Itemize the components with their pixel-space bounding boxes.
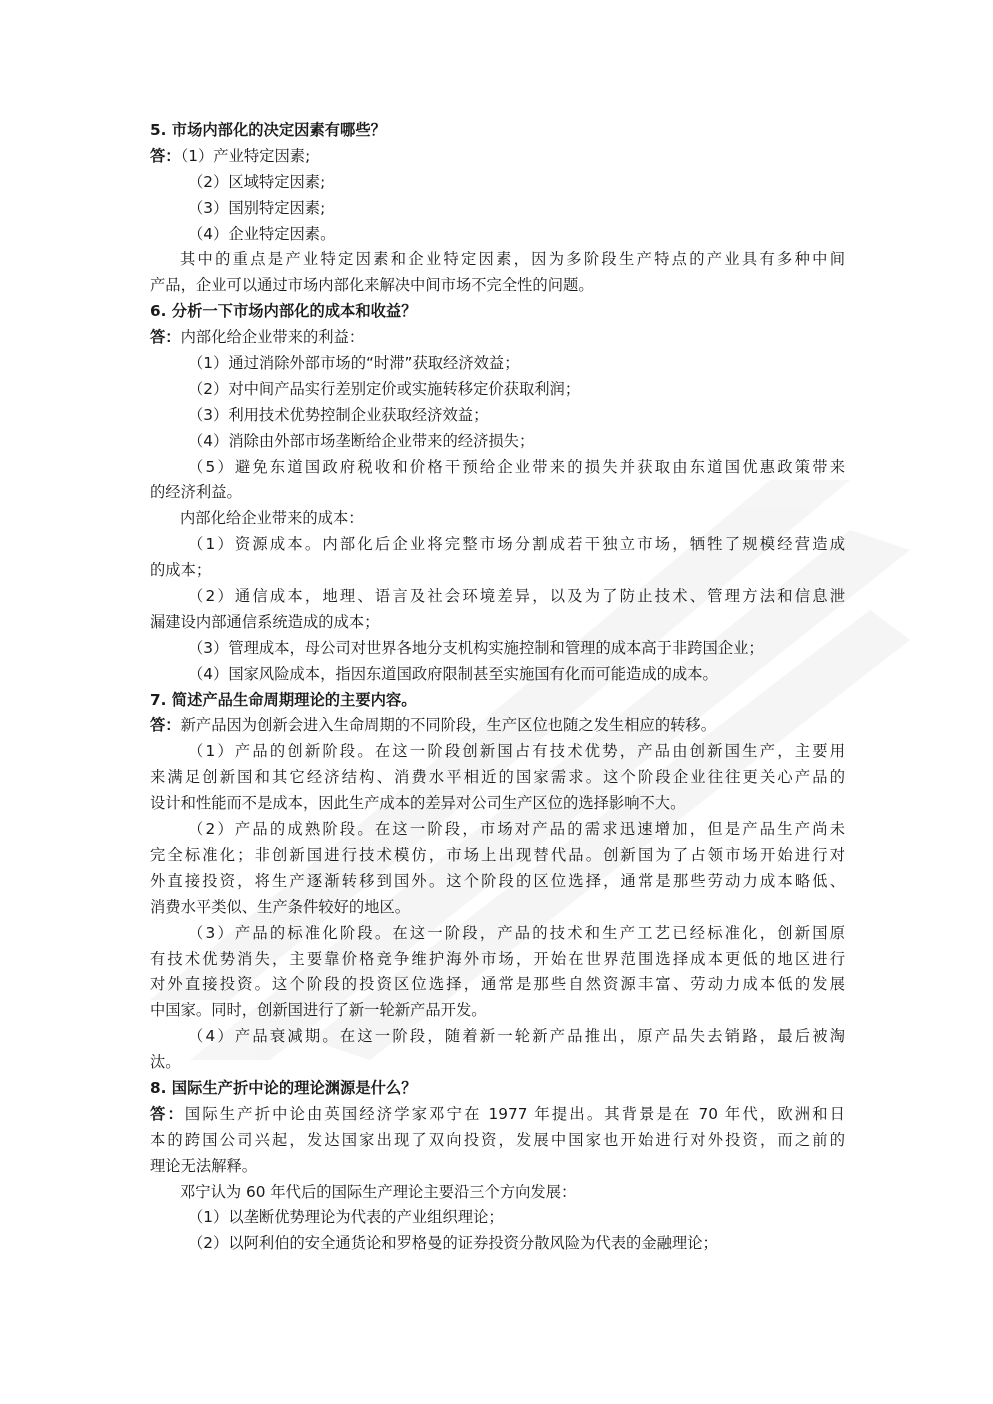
- benefit-item: （4）消除由外部市场垄断给企业带来的经济损失；: [188, 431, 535, 450]
- stage-4-line: 汰。: [150, 1053, 181, 1072]
- benefit-item-cont: 的经济利益。: [150, 483, 242, 502]
- answer-5-paragraph-line: 产品，企业可以通过市场内部化来解决中间市场不完全性的问题。: [150, 276, 594, 295]
- answer-8-intro-text: 国际生产折中论由英国经济学家邓宁在 1977 年提出。其背景是在 70 年代，欧洲和日: [184, 1104, 845, 1123]
- answer-8-line: 理论无法解释。: [150, 1156, 258, 1175]
- cost-item: （2）通信成本，地理、语言及社会环境差异，以及为了防止技术、管理方法和信息泄: [188, 587, 845, 606]
- question-7-heading: 7. 简述产品生命周期理论的主要内容。: [150, 690, 417, 709]
- cost-item: （4）国家风险成本，指因东道国政府限制甚至实施国有化而可能造成的成本。: [188, 664, 718, 683]
- answer-label: 答：: [150, 328, 181, 347]
- direction-item: （2）以阿利伯的安全通货论和罗格曼的证券投资分散风险为代表的金融理论；: [188, 1234, 718, 1253]
- answer-5-item-1: （1）产业特定因素;: [180, 146, 311, 165]
- answer-label: 答：: [150, 1104, 185, 1123]
- answer-8-line: [150, 1102, 845, 1128]
- direction-item: （1）以垄断优势理论为代表的产业组织理论；: [188, 1208, 504, 1227]
- stage-4-line: （4）产品衰减期。在这一阶段，随着新一轮新产品推出，原产品失去销路，最后被淘: [188, 1027, 845, 1046]
- stage-1-line: 设计和性能而不是成本，因此生产成本的差异对公司生产区位的选择影响不大。: [150, 794, 686, 813]
- cost-item: （3）管理成本，母公司对世界各地分支机构实施控制和管理的成本高于非跨国企业；: [188, 638, 764, 657]
- question-5-heading: 5. 市场内部化的决定因素有哪些？: [150, 121, 386, 139]
- stage-2-line: 完全标准化；非创新国进行技术模仿，市场上出现替代品。创新国为了占领市场开始进行对: [150, 845, 845, 864]
- answer-6-intro: [150, 325, 845, 351]
- cost-item-cont: 的成本；: [150, 561, 212, 580]
- benefit-item: （2）对中间产品实行差别定价或实施转移定价获取利润；: [188, 379, 581, 398]
- answer-5-item-3: （3）国别特定因素;: [188, 198, 326, 217]
- answer-5-item-4: （4）企业特定因素。: [188, 224, 336, 243]
- benefit-item: （1）通过消除外部市场的“时滞”获取经济效益；: [188, 354, 520, 373]
- stage-2-line: 外直接投资，将生产逐渐转移到国外。这个阶段的区位选择，通常是那些劳动力成本略低、: [150, 871, 845, 890]
- stage-3-line: （3）产品的标准化阶段。在这一阶段，产品的技术和生产工艺已经标准化，创新国原: [188, 923, 845, 942]
- benefit-item: （5）避免东道国政府税收和价格干预给企业带来的损失并获取由东道国优惠政策带来: [188, 457, 845, 476]
- stage-3-line: 对外直接投资。这个阶段的投资区位选择，通常是那些自然资源丰富、劳动力成本低的发展: [150, 975, 845, 994]
- question-6-heading: 6. 分析一下市场内部化的成本和收益？: [150, 302, 417, 321]
- answer-7-intro: [150, 713, 845, 739]
- answer-7-intro-text: 新产品因为创新会进入生命周期的不同阶段，生产区位也随之发生相应的转移。: [180, 716, 717, 735]
- benefit-item: （3）利用技术优势控制企业获取经济效益；: [188, 405, 489, 424]
- stage-3-line: 中国家。同时，创新国进行了新一轮新产品开发。: [150, 1001, 487, 1020]
- stage-2-line: （2）产品的成熟阶段。在这一阶段，市场对产品的需求迅速增加，但是产品生产尚未: [188, 820, 845, 839]
- stage-1-line: （1）产品的创新阶段。在这一阶段创新国占有技术优势，产品由创新国生产，主要用: [188, 742, 845, 761]
- stage-2-line: 消费水平类似、生产条件较好的地区。: [150, 897, 411, 916]
- answer-6-intro-text: 内部化给企业带来的利益：: [180, 328, 365, 347]
- stage-3-line: 有技术优势消失，主要靠价格竞争维护海外市场，开始在世界范围选择成本更低的地区进行: [150, 949, 845, 968]
- stage-1-line: 来满足创新国和其它经济结构、消费水平相近的国家需求。这个阶段企业往往更关心产品的: [150, 768, 845, 787]
- answer-5-paragraph-line: 其中的重点是产业特定因素和企业特定因素，因为多阶段生产特点的产业具有多种中间: [180, 250, 845, 269]
- cost-intro: 内部化给企业带来的成本：: [180, 509, 364, 528]
- document-page: [150, 118, 845, 1257]
- answer-5-line-1: [150, 144, 845, 170]
- cost-item-cont: 漏建设内部通信系统造成的成本；: [150, 612, 380, 631]
- answer-8-line: 本的跨国公司兴起，发达国家出现了双向投资，发展中国家也开始进行对外投资，而之前的: [150, 1130, 845, 1149]
- answer-5-item-2: （2）区域特定因素;: [188, 172, 326, 191]
- answer-label: 答：: [150, 146, 181, 165]
- question-8-heading: 8. 国际生产折中论的理论渊源是什么？: [150, 1078, 417, 1097]
- answer-8-paragraph: 邓宁认为 60 年代后的国际生产理论主要沿三个方向发展：: [180, 1182, 577, 1201]
- answer-label: 答：: [150, 716, 181, 735]
- cost-item: （1）资源成本。内部化后企业将完整市场分割成若干独立市场，牺牲了规模经营造成: [188, 535, 845, 554]
